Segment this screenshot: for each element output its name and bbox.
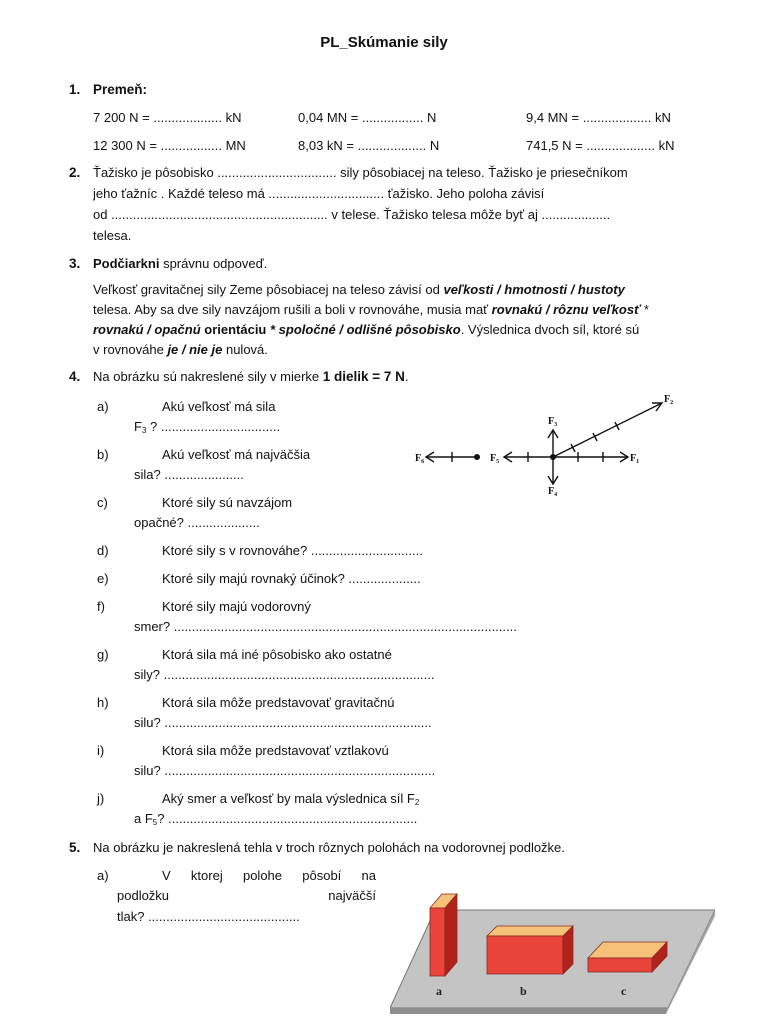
q4j-l1-sub: 2 xyxy=(414,798,420,807)
q4c-letter: c) xyxy=(97,495,108,510)
q3-p4-text: v rovnováhe xyxy=(93,342,168,357)
f2-label: $F_2$ xyxy=(664,394,674,406)
q2-line-1: Ťažisko je pôsobisko ................................. sily pôsobiacej na teleso. Ťažisko je priesečníkom xyxy=(93,165,628,180)
q1-r1c0: 12 300 N = ................. MN xyxy=(93,138,246,153)
q4i-letter: i) xyxy=(97,743,105,758)
q3-p4-options: je / nie je xyxy=(167,342,223,357)
q4a-line1: Akú veľkosť má sila xyxy=(162,399,276,414)
q4j-l1-text: Aký smer a veľkosť by mala výslednica síl F xyxy=(162,791,415,806)
q1-r1c1: 8,03 kN = ................... N xyxy=(298,138,440,153)
q4-text xyxy=(93,369,409,384)
q4j-l2-f: a F xyxy=(134,811,153,826)
q4b-letter: b) xyxy=(97,447,109,462)
q4j-line1 xyxy=(162,791,419,807)
q4j-l2-dots: ? ..................................................................... xyxy=(157,811,418,826)
q1-r1c2: 741,5 N = ................... kN xyxy=(526,138,675,153)
q5-text: Na obrázku je nakreslená tehla v troch rôznych polohách na vodorovnej podložke. xyxy=(93,840,565,855)
q3-p1-text: Veľkosť gravitačnej sily Zeme pôsobiacej na teleso závisí od xyxy=(93,282,444,297)
q3-number: 3. xyxy=(69,256,81,271)
q4-text-end: . xyxy=(404,369,409,384)
q4a-line2 xyxy=(134,419,280,435)
q3-p3-options2: * spoločné / odlišné pôsobisko xyxy=(270,322,461,337)
q3-para-line-1 xyxy=(93,282,625,297)
f2-arrow-line xyxy=(553,403,662,457)
q4j-l2-sub: 5 xyxy=(152,818,158,827)
q3-p3-text: . Výslednica dvoch síl, ktoré sú xyxy=(460,322,640,337)
q4h-line1: Ktorá sila môže predstavovať gravitačnú xyxy=(162,695,395,710)
q1-r0c1: 0,04 MN = ................. N xyxy=(298,110,437,125)
q4j-letter: j) xyxy=(97,791,105,806)
brick-illustration xyxy=(390,880,715,1020)
page-title: PL_Skúmanie sily xyxy=(320,34,448,51)
q4d-line1: Ktoré sily s v rovnováhe? ............................... xyxy=(162,543,423,558)
q4e-letter: e) xyxy=(97,571,109,586)
q5a-line2 xyxy=(117,888,376,903)
q4a-letter: a) xyxy=(97,399,109,414)
q3-heading-line xyxy=(93,256,267,271)
brick-a xyxy=(430,894,457,976)
brick-b xyxy=(487,926,573,974)
brick-c xyxy=(588,942,667,972)
brick-label-c: c xyxy=(621,984,627,998)
f6-label: $F_6$ xyxy=(415,453,425,465)
q1-heading: Premeň: xyxy=(93,82,148,97)
q2-line-3: od ............................................................ v telese. Ťažisko telesa môže byť aj ................... xyxy=(93,207,611,222)
q2-line-4: telesa. xyxy=(93,228,132,243)
q4-scale: 1 dielik = 7 N xyxy=(322,369,405,384)
q3-p3-orient: orientáciu xyxy=(200,322,270,337)
f6-point xyxy=(474,454,480,460)
q4h-line2: silu? .......................................................................... xyxy=(134,715,432,730)
q4j-line2 xyxy=(134,811,417,827)
q4d-letter: d) xyxy=(97,543,109,558)
q1-r0c0: 7 200 N = ................... kN xyxy=(93,110,242,125)
q2-line-2: jeho ťažníc . Každé teleso má ................................ ťažisko. Jeho poloha závisí xyxy=(93,186,545,201)
q3-para-line-3 xyxy=(93,322,639,337)
q2-number: 2. xyxy=(69,165,81,180)
q4b-line2: sila? ...................... xyxy=(134,467,244,482)
q3-p2-star: * xyxy=(640,302,649,317)
origin-point xyxy=(550,454,556,460)
q4h-letter: h) xyxy=(97,695,109,710)
q4c-line1: Ktoré sily sú navzájom xyxy=(162,495,293,510)
q3-heading: Podčiarkni xyxy=(93,256,160,271)
q3-p2-text: telesa. Aby sa dve sily navzájom rušili a boli v rovnováhe, musia mať xyxy=(93,302,492,317)
q5a-word1: podložku xyxy=(117,888,170,903)
q4-number: 4. xyxy=(69,369,81,384)
q4g-line1: Ktorá sila má iné pôsobisko ako ostatné xyxy=(162,647,392,662)
q4b-line1: Akú veľkosť má najväčšia xyxy=(162,447,311,462)
f4-label: $F_4$ xyxy=(548,486,558,498)
board-edge xyxy=(390,1008,668,1014)
brick-label-b: b xyxy=(520,984,527,998)
q5-number: 5. xyxy=(69,840,81,855)
q4-text-main: Na obrázku sú nakreslené sily v mierke xyxy=(93,369,323,384)
q1-r0c2: 9,4 MN = ................... kN xyxy=(526,110,671,125)
q4g-letter: g) xyxy=(97,647,109,662)
q4a-sub: 3 xyxy=(141,426,147,435)
q4e-line1: Ktoré sily majú rovnaký účinok? .................... xyxy=(162,571,421,586)
f5-label: $F_5$ xyxy=(490,453,500,465)
q5a-line3: tlak? .......................................... xyxy=(117,909,300,924)
q3-para-line-2 xyxy=(93,302,649,317)
q4i-line2: silu? ........................................................................... xyxy=(134,763,436,778)
q4f-line1: Ktoré sily majú vodorovný xyxy=(162,599,311,614)
q4f-letter: f) xyxy=(97,599,105,614)
q3-p4-end: nulová. xyxy=(222,342,268,357)
q4g-line2: sily? ........................................................................... xyxy=(134,667,435,682)
q3-p3-options: rovnakú / opačnú xyxy=(93,322,201,337)
force-diagram xyxy=(410,390,690,505)
q3-heading-rest: správnu odpoveď. xyxy=(159,256,268,271)
q4i-line1: Ktorá sila môže predstavovať vztlakovú xyxy=(162,743,389,758)
q4a-dots: ? ................................. xyxy=(146,419,281,434)
q3-p2-options: rovnakú / rôznu veľkosť xyxy=(491,302,641,317)
q5a-letter: a) xyxy=(97,868,109,883)
brick-label-a: a xyxy=(436,984,442,998)
q4a-f: F xyxy=(134,419,142,434)
q5a-word2: najväčší xyxy=(328,888,376,903)
f3-label: $F_3$ xyxy=(548,416,558,428)
q3-p1-options: veľkosti / hmotnosti / hustoty xyxy=(443,282,625,297)
q5a-line1: V ktorej polohe pôsobí na xyxy=(162,868,376,883)
q4f-line2: smer? ............................................................................................... xyxy=(134,619,517,634)
q3-para-line-4 xyxy=(93,342,268,357)
f1-label: $F_1$ xyxy=(630,453,640,465)
q4c-line2: opačné? .................... xyxy=(134,515,260,530)
q1-number: 1. xyxy=(69,82,81,97)
